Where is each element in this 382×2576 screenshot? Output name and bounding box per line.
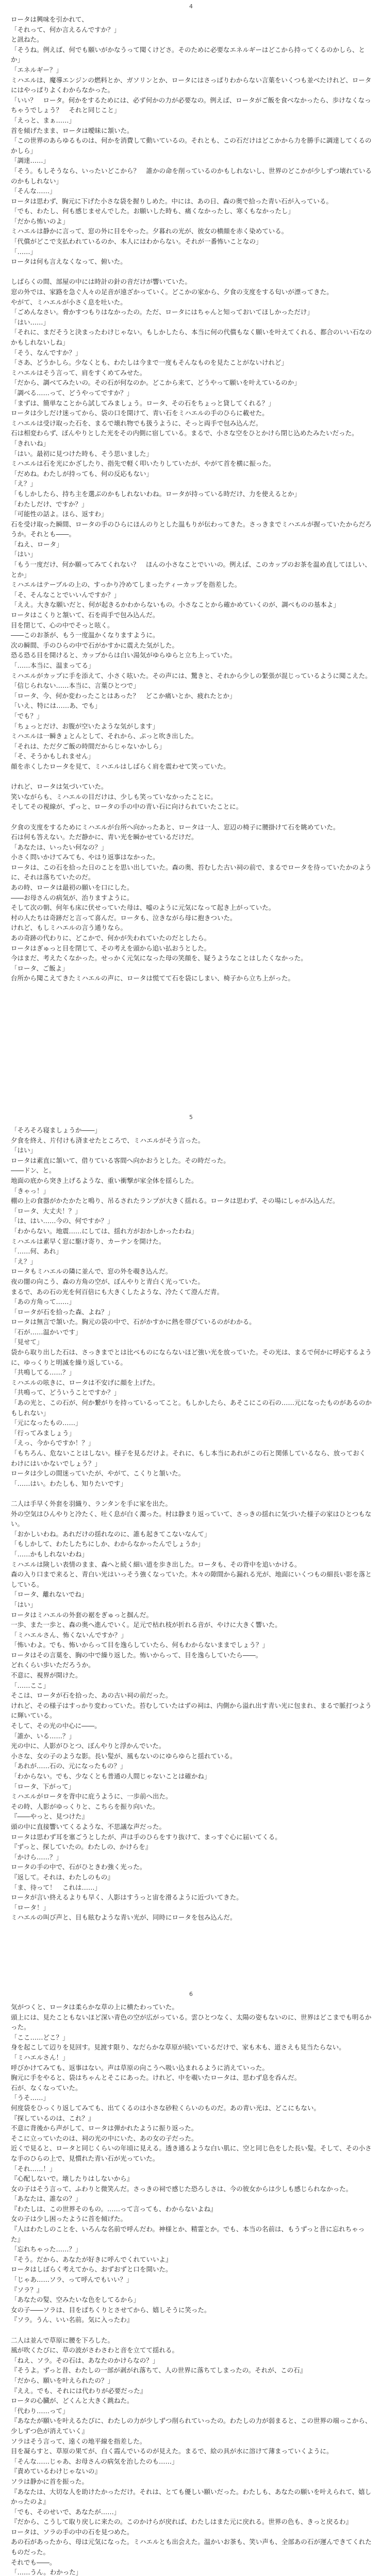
paragraph: 「ロータ、離れないでね」 — [11, 1590, 88, 1599]
paragraph: 一歩、また一歩と、森の奥へ進んでいく。足元で枯れ枝が折れる音が、やけに大きく響いた。 — [11, 1621, 281, 1629]
paragraph: ソラは静かに首を振った。 — [11, 2477, 89, 2485]
paragraph: ロータはぎゅっと目を閉じて、その考えを頭から追い払おうとした。 — [11, 944, 211, 952]
paragraph: 「……はい。わたしも、知りたいです」 — [11, 1479, 127, 1487]
paragraph: 呼びかけてみても、返事はない。声は草原の向こうへ吸い込まれるように消えていった。 — [11, 2063, 269, 2072]
paragraph: 小さな、女の子のような影。長い髪が、風もないのにゆらゆらと揺れている。 — [11, 1752, 237, 1760]
paragraph: ミハエルの呟きに、ロータは不安げに顔を上げた。 — [11, 1378, 159, 1386]
paragraph: しばらくの間、部屋の中には時計の針の音だけが響いていた。 — [11, 278, 192, 286]
paragraph: 「かけら……？」 — [11, 1853, 63, 1861]
paragraph: そしてその視線が、ずっと、ロータの手の中の青い石に向けられていたことに。 — [11, 803, 243, 811]
paragraph: 「調達……」 — [11, 157, 50, 165]
paragraph: ミハエルは険しい表情のまま、森へと続く細い道を歩き出した。ロータも、その背中を追いかける。 — [11, 1560, 301, 1568]
paragraph: ロータは思わず、胸元に下げた小さな袋を握りしめた。中には、あの日、森の奥で拾った青い石が入っている。 — [11, 197, 333, 205]
paragraph: 首を傾げたまま、ロータは曖昧に頷いた。 — [11, 126, 134, 134]
paragraph: ミハエルはそう言って、肩をすくめてみせた。 — [11, 368, 146, 377]
paragraph: その時、人影がゆっくりと、こちらを振り向いた。 — [11, 1802, 159, 1810]
paragraph: 「エネルギー？」 — [11, 65, 63, 74]
paragraph: ――このお茶が、もう一度温かくなりますように。 — [11, 631, 159, 639]
paragraph: 森の入り口まで来ると、青白い光はいっそう強くなっていた。木々の隙間から漏れる光が、地面にいくつもの細長い影を落としている。 — [11, 1570, 372, 1588]
paragraph: ミハエルは静かに言って、窓の外に目をやった。夕暮れの光が、彼女の横顔を赤く染めている。 — [11, 227, 288, 235]
paragraph: ロータは素直に頷いて、借りている客間へ向かおうとした。その時だった。 — [11, 1156, 230, 1164]
paragraph: 『――やっと、見つけた』 — [11, 1812, 89, 1821]
paragraph: 近くで見ると、ロータと同じくらいの年頃に見える。透き通るような白い肌に、空と同じ色をした長い髪。そして、その小さな手のひらの上で、見慣れた青い石が光っていた。 — [11, 2144, 372, 2162]
paragraph: 頭上には、見たこともないほど深い青色の空が広がっている。雲ひとつなく、太陽の姿もないのに、世界はどこまでも明るかった。 — [11, 2013, 372, 2031]
paragraph: ミハエルはテーブルの上の、すっかり冷めてしまったティーカップを指差した。 — [11, 581, 241, 589]
paragraph: どれくらい歩いただろうか。 — [11, 1661, 95, 1669]
paragraph: 地面の底から突き上げるような、重い衝撃が家全体を揺らした。 — [11, 1176, 198, 1184]
paragraph: 「そ、そんなことでいいんですか？」 — [11, 590, 121, 599]
paragraph: 「そ、そうかもしれません」 — [11, 752, 95, 760]
paragraph: 笑いながらも、ミハエルの目だけは、少しも笑っていなかったことに。 — [11, 792, 218, 801]
paragraph: 小さく問いかけてみても、やはり返事はなかった。 — [11, 853, 159, 861]
section-text — [0, 13, 382, 984]
paragraph: 外の空気はひんやりと冷たく、吐く息が白く濁った。村は静まり返っていて、さっきの揺れに気づいた様子の家はひとつもない。 — [11, 1510, 372, 1528]
paragraph: 「あなたの髪、空みたいな色をしてるから」 — [11, 2296, 140, 2304]
paragraph: ミハエルは石を光にかざしたり、指先で軽く叩いたりしていたが、やがて首を横に振った。 — [11, 460, 275, 468]
paragraph: 不意に、視界が開けた。 — [11, 1671, 82, 1680]
paragraph: ――ドン、と。 — [11, 1166, 56, 1175]
paragraph: 「そう、なんですか？」 — [11, 348, 82, 357]
paragraph: 「え？」 — [11, 480, 37, 488]
paragraph: 「誰か、いる……？」 — [11, 1732, 76, 1740]
paragraph: ミハエルの叫び声と、目も眩むような青い光が、同時にロータを包み込んだ。 — [11, 1913, 237, 1922]
paragraph: 袋から取り出した石は、さっきまでとは比べものにならないほど強い光を放っていた。その光は、まるで何かに呼応するように、ゆっくりと明滅を繰り返している。 — [11, 1348, 372, 1366]
paragraph: 村の人たちは奇跡だと言って喜んだ。ロータも、泣きながら母に抱きついた。 — [11, 913, 237, 922]
paragraph: けれど、ロータは気づいていた。 — [11, 783, 108, 791]
paragraph: 光の中に、人影がひとつ、ぼんやりと浮かんでいた。 — [11, 1742, 165, 1750]
paragraph: 『返して。それは、わたしのもの』 — [11, 1873, 114, 1881]
paragraph: ロータは無言で頷いた。胸元の袋の中で、石がかすかに熱を帯びているのがわかる。 — [11, 1318, 256, 1326]
paragraph: 目を閉じて、心の中でそっと呟く。 — [11, 621, 114, 629]
paragraph — [11, 1488, 372, 1499]
paragraph: 「でも、そのせいで、あなたが……」 — [11, 2507, 121, 2516]
paragraph: 頭の中に直接響いてくるような、不思議な声だった。 — [11, 1822, 166, 1831]
section-text — [0, 1124, 382, 1923]
paragraph: 何度袋をひっくり返してみても、出てくるのは小さな砂粒くらいのものだ。あの青い光は、どこにもない。 — [11, 2104, 321, 2112]
paragraph: 「ま、待って！ これは……」 — [11, 1883, 102, 1891]
paragraph: 「ねえ、ソラ。その石は、あなたのかけらなの？」 — [11, 2356, 159, 2364]
section-number: 5 — [189, 1114, 193, 1121]
paragraph: ロータの手の中で、石がひときわ強く光った。 — [11, 1863, 146, 1871]
paragraph: 「ロータ、下がって」 — [11, 1782, 75, 1790]
paragraph: ――お母さんの病気が、治りますように。 — [11, 893, 134, 902]
paragraph: 今はまだ、考えたくなかった。せっかく元気になった母の笑顔を、疑うようなことはしたくなかった。 — [11, 954, 307, 962]
paragraph: 『責めているわけじゃないの』 — [11, 2467, 102, 2476]
paragraph: 胸元に手をやると、袋はちゃんとそこにあった。けれど、中を覗いたロータは、思わず息を呑んだ。 — [11, 2074, 301, 2082]
paragraph: 「でも、わたし、何も感じませんでした。お願いした時も、痛くなかったし、寒くもなかったし」 — [11, 207, 295, 215]
paragraph: 「わからない。でも、少なくとも普通の人間じゃないことは確かね」 — [11, 1772, 211, 1780]
paragraph: 「……本当に、温まってる」 — [11, 662, 95, 669]
paragraph: 二人は並んで草原に腰を下ろした。 — [11, 2336, 114, 2344]
paragraph: 『ソラ？』 — [11, 2285, 43, 2294]
paragraph: ミハエルは受け取った石を、まるで壊れ物でも扱うように、そっと両手で包み込んだ。 — [11, 419, 262, 427]
paragraph: 「それって、何か言えるんですか？」 — [11, 25, 121, 33]
paragraph: そこに立っていたのは、祠の光の中にいた、あの女の子だった。 — [11, 2134, 198, 2142]
paragraph: 「そうね。例えば、何でも願いがかなうって聞くけどさ。そのために必要なエネルギーはどこから持ってくるのかしら、とか」 — [11, 45, 366, 64]
paragraph: 「ロータが石を拾った森、よね？」 — [11, 1308, 114, 1316]
paragraph: 恐る恐る目を開けると、カップからは白い湯気がゆらゆらと立ち上っていた。 — [11, 651, 237, 659]
paragraph: 『探しているのは、これ？』 — [11, 2114, 95, 2122]
paragraph: 「ミハエルさん、怖くないんですか？」 — [11, 1631, 127, 1639]
paragraph: 「それは、ただ夕ご飯の時間だからじゃないかしら」 — [11, 742, 166, 750]
paragraph: 「じゃあ……ソラ、って呼んでもいい？」 — [11, 2276, 133, 2284]
paragraph: 「忘れちゃった……？」 — [11, 2245, 82, 2253]
paragraph: 二人は手早く外套を羽織り、ランタンを手に家を出た。 — [11, 1499, 172, 1507]
paragraph: 「いい？ ロータ。何かをするためには、必ず何かの力が必要なの。例えば、ロータがご飯を食べなかったら、歩けなくなっちゃうでしょう？ それと同じこと」 — [11, 96, 371, 114]
paragraph: 「さあ、どうかしら。少なくとも、わたしは今まで一度もそんなものを見たことがないけれど」 — [11, 359, 288, 367]
paragraph: 「あれが……石の、元になったもの？」 — [11, 1762, 127, 1770]
paragraph: 気がつくと、ロータは柔らかな草の上に横たわっていた。 — [11, 2003, 178, 2011]
paragraph: 次の瞬間、手のひらの中で石がかすかに震えた気がした。 — [11, 641, 179, 649]
paragraph: ロータはミハエルの外套の裾をぎゅっと掴んだ。 — [11, 1611, 153, 1619]
paragraph: 「だめね。わたしが持っても、何の反応もない」 — [11, 469, 153, 478]
paragraph: ロータは興味を引かれて、 — [11, 15, 88, 23]
paragraph: 石は何も答えない。ただ静かに、青い光を瞬かせているだけだ。 — [11, 833, 198, 841]
paragraph: ロータは、ソラの手の中の石を見つめた。 — [11, 2528, 134, 2536]
paragraph: 目を凝らすと、草原の果てが、白く霞んでいるのが見えた。まるで、絵の具が水に溶けて薄まっていくように。 — [11, 2447, 333, 2455]
paragraph: 「いえ、特には……あ、でも」 — [11, 702, 102, 710]
paragraph: 「代わり……って」 — [11, 2406, 69, 2415]
paragraph: ロータは思わず耳を塞ごうとしたが、声は手のひらをすり抜けて、まっすぐ心に届いてくる。 — [11, 1833, 281, 1841]
paragraph: 女の子は少し困ったように首を傾げた。 — [11, 2215, 127, 2223]
paragraph: 女の子――ソラは、目をぱちくりとさせてから、嬉しそうに笑った。 — [11, 2306, 211, 2314]
paragraph: 「きれいね」 — [11, 439, 50, 447]
paragraph: ロータが言い終えるよりも早く、人影はすうっと宙を滑るように近づいてきた。 — [11, 1893, 243, 1902]
paragraph: ロータの心臓が、どくんと大きく跳ねた。 — [11, 2397, 134, 2405]
paragraph: まるで、あの石の光を何百倍にも大きくしたような、冷たくて澄んだ青。 — [11, 1287, 224, 1296]
paragraph: 「代償がどこで支払われているのか、本人にはわからない。それが一番怖いことなの」 — [11, 238, 262, 246]
paragraph: 「え？」 — [11, 1257, 37, 1265]
section-number: 6 — [189, 1991, 193, 1997]
paragraph: あの奇跡の代わりに、どこかで、何かが失われていたのだとしたら。 — [11, 934, 211, 942]
paragraph: 夕食を終え、片付けも済ませたところで、ミハエルがそう言った。 — [11, 1136, 205, 1144]
paragraph: 「見せて」 — [11, 1338, 43, 1346]
paragraph: 『ええ。でも、それには代わりが必要だった』 — [11, 2386, 147, 2395]
paragraph: 「えっ、今からですか！？」 — [11, 1439, 95, 1447]
paragraph: 「うそ……」 — [11, 2094, 50, 2102]
chapter-section-5 — [0, 1111, 382, 1987]
paragraph: 「もしかしたら、持ち主を選ぶのかもしれないわね。ロータが持っている時だけ、力を使えるとか」 — [11, 489, 301, 498]
paragraph: やがて、ミハエルが小さく息を吐いた。 — [11, 298, 127, 306]
paragraph: 『わたしは、この世界そのもの。……って言っても、わからないよね』 — [11, 2205, 217, 2213]
paragraph: 石を受け取った瞬間、ロータの手のひらにほんのりとした温もりが伝わってきた。さっきまでミハエルが握っていたからだろうか。それとも――。 — [11, 520, 372, 538]
paragraph: 「おかしいわね。あれだけの揺れなのに、誰も起きてこないなんて」 — [11, 1530, 211, 1538]
paragraph: 「えっと、まぁ……」 — [11, 116, 76, 124]
paragraph: 「ええ。大きな願いだと、何が起きるかわからないもの。小さなことから確かめていくのが、調べものの基本よ」 — [11, 601, 340, 609]
paragraph: 「それ……！」 — [11, 2164, 56, 2173]
paragraph: 「調べる……って、どうやってですか？」 — [11, 388, 134, 397]
paragraph: ミハエルは素早く窓に駆け寄り、カーテンを開けた。 — [11, 1237, 165, 1245]
section-text — [0, 2001, 382, 2576]
paragraph: そして次の朝、何年も床に伏せっていた母は、嘘のように元気になって起き上がっていた。 — [11, 904, 275, 912]
paragraph: そして、その光の中心に――。 — [11, 1722, 101, 1730]
paragraph: ロータもミハエルの隣に並んで、窓の外を覗き込んだ。 — [11, 1267, 172, 1276]
paragraph: ミハエルがロータを背中に庇うように、一歩前へ出た。 — [11, 1792, 172, 1801]
paragraph: 「信じられない……本当に、言葉ひとつで」 — [11, 682, 140, 690]
paragraph: 「わたしだけ、ですか？」 — [11, 500, 88, 508]
paragraph: と訊ねた。 — [11, 36, 43, 44]
paragraph: 「まずは、簡単なことから試してみましょう。ロータ、その石をちょっと貸してくれる？」 — [11, 399, 275, 407]
paragraph: 「行ってみましょう」 — [11, 1429, 76, 1437]
paragraph: 「わからない。地震……にしては、揺れ方がおかしかったわね」 — [11, 1227, 198, 1235]
paragraph: 不意に背後から声がして、ロータは弾かれたように振り返った。 — [11, 2124, 198, 2132]
paragraph: そこは、ロータが石を拾った、あの古い祠の前だった。 — [11, 1691, 172, 1700]
paragraph: 「でも？」 — [11, 711, 43, 720]
paragraph: ロータはこくりと頷いて、石を両手で包み込んだ。 — [11, 611, 159, 619]
paragraph: 「あなたは、いったい何なの？」 — [11, 843, 108, 851]
paragraph: ソラはそう言って、遠くの地平線を指差した。 — [11, 2437, 146, 2445]
paragraph: 「可能性の話よ。ほら、返すわ」 — [11, 510, 108, 518]
paragraph: ロータはその言葉を、胸の中で繰り返した。怖いからって、目を逸らしていたら――。 — [11, 1651, 262, 1659]
paragraph: 「は、はい……今の、何ですか？」 — [11, 1217, 114, 1225]
paragraph: 「……何、あれ」 — [11, 1247, 63, 1256]
paragraph: あの石があったから、母は元気になった。ミハエルとも出会えた。温かいお茶も、笑い声も、全部あの石が運んできてくれたものだった。 — [11, 2538, 372, 2556]
paragraph: 「ロータ！」 — [11, 1903, 50, 1911]
paragraph: 「ミハエルさん！」 — [11, 2053, 69, 2061]
paragraph: ミハエルは一瞬きょとんとして、それから、ぷっと吹き出した。 — [11, 732, 198, 740]
paragraph: 『あなたは、大切な人を助けたかっただけ。それは、とても優しい願いだった。わたしも、あなたの願いを叶えられて、嬉しかったのよ』 — [11, 2487, 372, 2506]
paragraph: 「……かもしれないわね」 — [11, 1550, 89, 1558]
paragraph — [11, 772, 372, 782]
paragraph: 女の子はそう言って、ふわりと微笑んだ。さっきの祠で感じた恐ろしさは、今の彼女からは少しも感じられなかった。 — [11, 2184, 353, 2193]
paragraph: 「それに、まだそうと決まったわけじゃない。もしかしたら、本当に何の代償もなく願いを叶えてくれる、都合のいい石なのかもしれないしね」 — [11, 328, 372, 346]
paragraph: それでも――。 — [11, 2558, 56, 2566]
paragraph: 「……」 — [11, 247, 37, 256]
paragraph: 「だから怖いのよ」 — [11, 217, 69, 225]
paragraph: ロータは少しの間迷っていたが、やがて、こくりと頷いた。 — [11, 1469, 185, 1478]
paragraph: 「ロータ、ご飯よ」 — [11, 964, 69, 972]
chapter-section-4 — [0, 0, 382, 1110]
section-number: 4 — [189, 3, 193, 10]
paragraph: 「……うん。わかった」 — [11, 2568, 82, 2576]
paragraph: 台所から聞こえてきたミハエルの声に、ロータは慌てて石を袋にしまい、椅子から立ち上がった。 — [11, 974, 295, 982]
paragraph: 『人はわたしのことを、いろんな名前で呼んだわ。神様とか、精霊とか。でも、本当の名前は、もうずっと昔に忘れちゃった』 — [11, 2225, 365, 2243]
paragraph: 「そう。もしそうなら、いったいどこから？ 誰かの命を削っているのかもしれないし、世界のどこかが少しずつ壊れているのかもしれない」 — [11, 166, 372, 185]
paragraph: けれど、もしミハエルの言う通りなら。 — [11, 924, 127, 932]
paragraph: 『そう。だから、あなたが好きに呼んでくれていいよ』 — [11, 2255, 172, 2263]
paragraph: 『ずっと、探していたの。わたしの、かけらを』 — [11, 1843, 152, 1851]
paragraph: 夕食の支度をするためにミハエルが台所へ向かったあと、ロータは一人、窓辺の椅子に腰掛けて石を眺めていた。 — [11, 823, 340, 831]
paragraph: あの時、ロータは最初の願いを口にした。 — [11, 884, 134, 892]
paragraph — [11, 812, 372, 822]
paragraph: ロータは少しだけ迷ってから、袋の口を開けて、青い石をミハエルの手のひらに載せた。 — [11, 409, 269, 417]
paragraph: 「共鳴してる……？」 — [11, 1368, 76, 1377]
paragraph: 「元になったもの……」 — [11, 1419, 82, 1427]
paragraph: 「ちょっとだけ、お腹が空いたような気がします」 — [11, 722, 159, 730]
paragraph: 「だから、調べてみたいの。その石が何なのか。どこから来て、どうやって願いを叶えているのか」 — [11, 379, 301, 387]
paragraph: 風が吹くたびに、草の波がさわさわと音を立てて揺れる。 — [11, 2346, 179, 2354]
paragraph: 顔を赤くしたロータを見て、ミハエルはしばらく肩を震わせて笑っていた。 — [11, 762, 230, 770]
paragraph: 「そろそろ寝ましょうか――」 — [11, 1126, 102, 1134]
paragraph: 「あなたは、誰なの？」 — [11, 2195, 82, 2203]
paragraph: 「ねえ、ロータ」 — [11, 540, 63, 548]
paragraph: 「ごめんなさい。脅かすつもりはなかったの。ただ、ロータにはちゃんと知っておいてほしかっただけ」 — [11, 308, 314, 316]
paragraph: ミハエルは、魔導エンジンの燃料とか、ガソリンとか、ロータにはさっぱりわからない言葉をいくつも並べたけれど、ロータにはやっぱりよくわからなかった。 — [11, 76, 372, 94]
paragraph: 「だから、願いを叶えられたの？」 — [11, 2376, 114, 2384]
paragraph: 「共鳴って、どういうことですか？」 — [11, 1388, 121, 1397]
paragraph: 「怖いわよ。でも、怖いからって目を逸らしていたら、何もわからないままでしょう？」 — [11, 1641, 269, 1649]
paragraph: 「もう一度だけ、何か願ってみてくれない？ ほんの小さなことでいいの。例えば、このカップのお茶を温め直してほしい、とか」 — [11, 561, 371, 579]
paragraph: 夜の闇の向こう、森の方角の空が、ぼんやりと青白く光っていた。 — [11, 1277, 205, 1285]
paragraph: 「ロータ、大丈夫！？」 — [11, 1207, 81, 1215]
paragraph: 「そんな……じゃあ、お母さんの病気を治したのも……」 — [11, 2457, 178, 2465]
paragraph: 『心配しないで。壊したりはしないから』 — [11, 2175, 134, 2183]
paragraph: 「もしかして、わたしたちにしか、わからなかったんでしょうか」 — [11, 1540, 204, 1548]
paragraph: ロータは何も言えなくなって、俯いた。 — [11, 258, 127, 266]
paragraph: 『だから、こうして取り戻しに来たの。このかけらが戻れば、わたしはまた元に戻れる。世界の色も、きっと戻るわ』 — [11, 2518, 353, 2526]
paragraph: ミハエルがカップに手を添えて、小さく呟いた。その声には、驚きと、それから少しの緊張が混じっているように聞こえた。 — [11, 671, 372, 680]
paragraph: 身を起こして辺りを見回す。見渡す限り、なだらかな草原が続いているだけで、家も木も、道さえも見当たらない。 — [11, 2043, 345, 2052]
paragraph: 「はい」 — [11, 550, 37, 558]
paragraph: 「あの光と、この石が、何か繋がりを持っているってこと。もしかしたら、あそこにこの石の……元になったものがあるのかもしれない」 — [11, 1399, 372, 1417]
paragraph: 「きゃっ！」 — [11, 1187, 50, 1195]
paragraph: 『ソラ。うん、いい名前。気に入ったわ』 — [11, 2316, 134, 2324]
paragraph: 「この世界のあらゆるものは、何かを消費して動いているの。それとも、この石だけはどこかから力を勝手に調達してくるのかしら」 — [11, 137, 372, 155]
paragraph: 「石が……温かいです」 — [11, 1328, 82, 1336]
paragraph: 「ここ……どこ？」 — [11, 2033, 69, 2041]
paragraph: 「……ここ」 — [11, 1681, 50, 1689]
paragraph: 「あの方角って……」 — [11, 1298, 76, 1306]
paragraph: 窓の外では、家路を急ぐ人々の足音が遠ざかっていく。どこかの家から、夕食の支度をする匂いが漂ってきた。 — [11, 288, 333, 296]
paragraph: 『あなたが願いを叶えるたびに、わたしの力が少しずつ削られていったの。わたしの力が弱まると、この世界の端っこから、少しずつ色が消えていく』 — [11, 2417, 372, 2435]
paragraph — [11, 2325, 372, 2335]
paragraph: ロータは、この石を拾った日のことを思い出していた。森の奥、苔むした古い祠の前で、まるでロータを待っていたかのように、それは落ちていたのだ。 — [11, 863, 372, 882]
paragraph: 『そうよ。ずっと昔、わたしの一部が剥がれ落ちて、人の世界に落ちてしまったの。それが、この石』 — [11, 2366, 307, 2375]
paragraph: 「はい」 — [11, 1146, 37, 1155]
paragraph: 棚の上の食器がかたかたと鳴り、吊るされたランプが大きく揺れる。ロータは思わず、その場にしゃがみ込んだ。 — [11, 1197, 339, 1205]
paragraph: 石は相変わらず、ぼんやりとした光をその内側に宿している。まるで、小さな空をひとかけら閉じ込めたみたいだった。 — [11, 429, 358, 437]
paragraph: ロータはしばらく考えてから、おずおずと口を開いた。 — [11, 2265, 172, 2274]
paragraph: 「はい。最初に見つけた時も、そう思いました」 — [11, 449, 153, 457]
paragraph — [11, 267, 372, 277]
paragraph: 石が、なくなっていた。 — [11, 2083, 82, 2092]
paragraph: 「ロータ、今、何か変わったことはあった？ どこか痛いとか、疲れたとか」 — [11, 691, 236, 700]
paragraph: 「はい」 — [11, 1600, 37, 1608]
paragraph: けれど、その様子はすっかり変わっていた。苔むしていたはずの祠は、内側から溢れ出す青い光に包まれ、まるで脈打つように輝いている。 — [11, 1701, 372, 1720]
paragraph: 「もちろん、危ないことはしない。様子を見るだけよ。それに、もし本当にあれがこの石と関係しているなら、放っておくわけにはいかないでしょう？」 — [11, 1449, 366, 1467]
chapter-section-6 — [0, 1988, 382, 2576]
paragraph: 「はい……」 — [11, 318, 50, 326]
paragraph: 「そんな……」 — [11, 187, 56, 195]
